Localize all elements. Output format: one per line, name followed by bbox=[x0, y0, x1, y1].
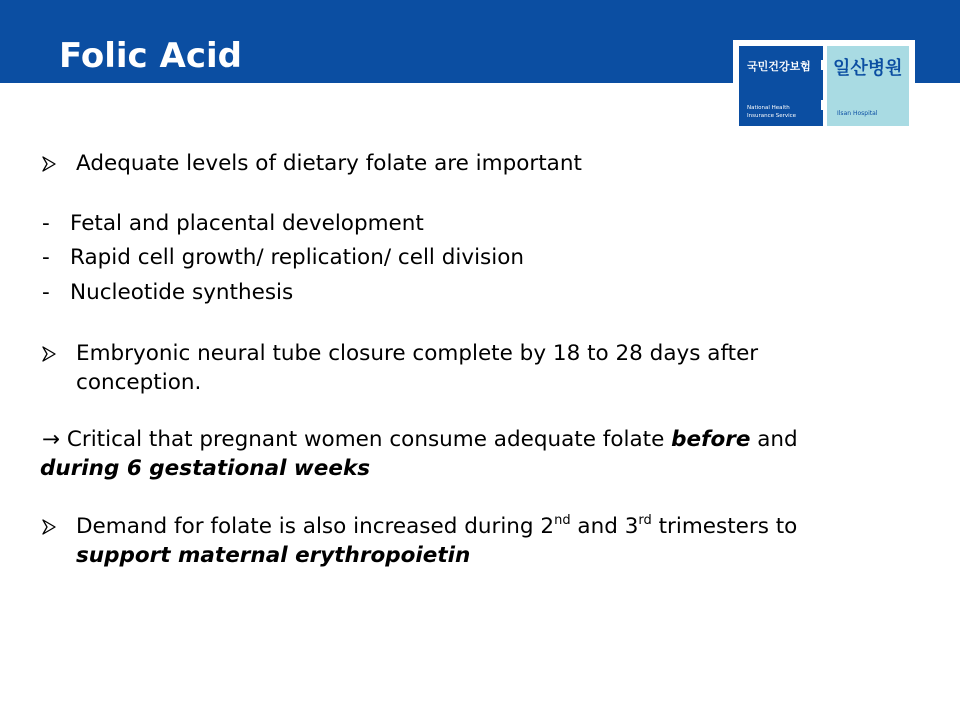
arrowhead-bullet-icon bbox=[42, 519, 56, 535]
bullet-neural-tube-line1: Embryonic neural tube closure complete by 18 to 28 days after bbox=[76, 341, 759, 366]
sub-item-marker: - bbox=[42, 245, 50, 270]
sub-item-marker: - bbox=[42, 280, 50, 305]
sub-item-fetal: Fetal and placental development bbox=[70, 211, 424, 236]
logo-nhis-english: National Health Insurance Service bbox=[747, 105, 797, 119]
bullet-neural-tube-line2: conception. bbox=[76, 370, 202, 395]
sub-item-cell-growth: Rapid cell growth/ replication/ cell division bbox=[70, 245, 525, 270]
logo-nhis-korean: 국민건강보험 bbox=[747, 60, 811, 73]
logo-ilsan-english: Ilsan Hospital bbox=[837, 110, 878, 117]
critical-statement-line1: → Critical that pregnant women consume adequate folate before and bbox=[42, 427, 798, 452]
logo-ilsan-korean: 일산병원 bbox=[833, 58, 903, 79]
bullet-dietary-folate: Adequate levels of dietary folate are important bbox=[76, 151, 582, 176]
bullet-demand-line1: Demand for folate is also increased during 2nd and 3rd trimesters to bbox=[76, 513, 798, 539]
right-arrow-icon: → bbox=[42, 427, 61, 452]
bullet-demand-line2: support maternal erythropoietin bbox=[76, 543, 471, 568]
sub-item-marker: - bbox=[42, 211, 50, 236]
emphasis-before: before bbox=[671, 427, 751, 452]
logo-nhis-panel bbox=[739, 46, 823, 126]
arrowhead-bullet-icon bbox=[42, 346, 56, 362]
sub-item-nucleotide: Nucleotide synthesis bbox=[70, 280, 294, 305]
slide-title: Folic Acid bbox=[59, 36, 242, 76]
logo-ilsan-panel bbox=[827, 46, 909, 126]
arrowhead-bullet-icon bbox=[42, 156, 56, 172]
hospital-logo bbox=[733, 40, 915, 128]
logo-puzzle-notch bbox=[821, 100, 827, 110]
critical-statement-line2: during 6 gestational weeks bbox=[40, 456, 371, 481]
logo-puzzle-notch bbox=[821, 60, 827, 70]
